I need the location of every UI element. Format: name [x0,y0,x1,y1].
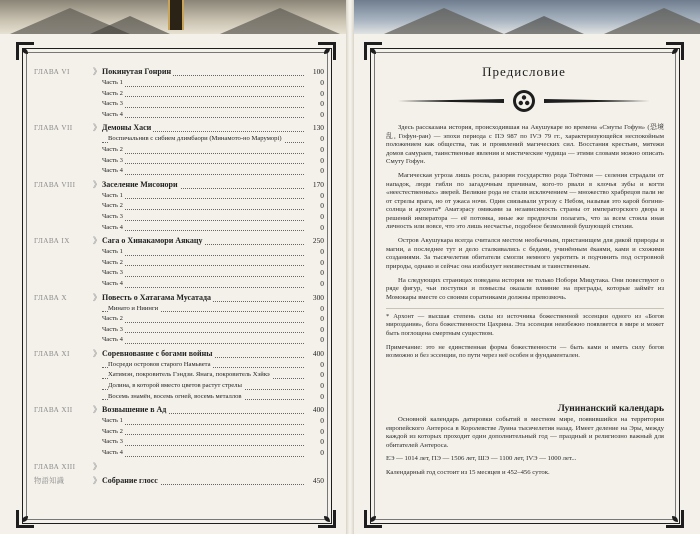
toc-part-row[interactable] [34,110,324,121]
calendar-year: Календарный год состоит из 15 месяцев и 452–456 суток. [386,468,550,476]
toc-entry-title: Часть 4 [102,166,125,177]
chapter-bracket-icon: 》 [93,405,101,415]
red-seal-stamp [168,0,184,30]
chapter-number: ГЛАВА IX [34,237,70,246]
toc-chapter-row[interactable] [34,461,324,473]
ornament-corner-icon [362,508,384,530]
toc-page-number: 0 [320,448,324,458]
dot-leader [102,86,304,87]
ornament-corner-icon [14,508,36,530]
dot-leader [102,424,304,425]
toc-page-number: 0 [320,99,324,109]
toc-page-number: 0 [320,335,324,345]
toc-part-row[interactable] [34,370,324,381]
toc-entry-title: Часть 2 [102,314,125,325]
toc-page-number: 0 [320,370,324,380]
toc-entry-title: Часть 1 [102,191,125,202]
toc-entry-title: Часть 2 [102,258,125,269]
footnote-archon: * Архонт — высшая степень силы из источника божественной эссенции одного из «Богов мироздания», бога божественности Цахрина. Эта эссенция неизбежно появляется в мире и может быть поглощена смертным существом. [386,312,664,337]
top-illustration-right [354,0,700,34]
preface-paragraph: Остров Акушукара всегда считался местом необычным, пристанищем для дикой природы и магии, а последнее тут и дело сталкивались с бедами, учинённым ёкаями, ками и схожими созданиями. За тысячелетия обитатели смогли немного укротить и подчинить под островной природы, однако и сейчас она изобилует неизвестным и таинственным. [386,237,664,270]
toc-page-number: 0 [320,88,324,98]
toc-page-number: 0 [320,134,324,144]
toc-page-number: 0 [320,426,324,436]
toc-chapter-row[interactable] [34,235,324,247]
dot-leader [102,230,304,231]
ornament-corner-icon [14,40,36,62]
chapter-number: ГЛАВА XI [34,349,70,358]
chapter-number: ГЛАВА X [34,293,67,302]
calendar-paragraph: Основной календарь датировки событий в местном мире, появившийся на территории европейского Антероса в Королевстве Луина тысячелетия назад. Имеет деление на Эры, между каждой из которых проходит один дополнительный год — праздный и религиозно важный для обитателей Антероса. [386,416,664,449]
chapter-bracket-icon: 》 [93,179,101,189]
toc-entry-title: Хатимэн, покровитель Гэндзи. Янага, покровитель Хэйкэ [108,370,272,381]
dot-leader [102,174,304,175]
toc-part-row[interactable] [34,99,324,110]
toc-entry-title: Собрание глосс [102,475,158,485]
toc-part-row[interactable] [34,191,324,202]
toc-entry-title: Возвышение в Ад [102,405,167,415]
calendar-body [386,416,664,482]
dot-leader [102,343,304,344]
toc-page-number: 0 [320,437,324,447]
toc-entry-title: Покинутая Гонрин [102,67,172,76]
toc-page-number: 0 [320,190,324,200]
toc-entry-title: Часть 2 [102,145,125,156]
toc-chapter-row[interactable] [34,292,324,304]
toc-page-number: 0 [320,144,324,154]
toc-page-number: 0 [320,359,324,369]
chapter-bracket-icon: 》 [93,475,101,485]
toc-page-number: 250 [312,236,324,246]
toc-part-row[interactable] [34,268,324,279]
toc-chapter-row[interactable] [34,404,324,416]
footnote-remark: Примечание: это не единственная форма божественности — быть ками и иметь силу богов возможно и без эссенции, по пути через неё особен и фундаментален. [386,343,664,359]
chapter-number: ГЛАВА VIII [34,180,76,189]
toc-part-row[interactable] [34,145,324,156]
calendar-title: Лунинанский календарь [557,404,664,414]
preface-body [386,124,664,366]
toc-entry-title: Посреди островов старого Намьвета [108,360,213,371]
toc-page-number: 0 [320,78,324,87]
toc-page-number: 0 [320,416,324,426]
toc-page-number: 170 [312,179,324,189]
dot-leader [102,209,304,210]
preface-title: Предисловие [482,64,566,79]
toc-entry-title: Часть 3 [102,268,125,279]
toc-part-row[interactable] [34,448,324,459]
toc-page-number: 400 [312,348,324,358]
toc-entry-title: Минато и Ниинги [108,304,160,315]
toc-part-row[interactable] [34,304,324,315]
toc-part-row[interactable] [34,279,324,290]
toc-page-number: 0 [320,155,324,165]
toc-part-row[interactable] [34,335,324,346]
toc-entry-title: Часть 3 [102,156,125,167]
toc-page-number: 450 [312,475,324,485]
toc-page-number: 0 [320,303,324,313]
toc-entry-title: Часть 1 [102,78,125,89]
preface-paragraph: Здесь рассказана история, происходившая на Акушукаре во времена «Смуты Гофун» (恐境乱, Гофун-ран) — эпохи периода с ПЭ 987 по IVЭ 79 гг., характеризующейся неспокойным положением как общества, так и проявлений магических сил. Восстания крестьян, мятежи домов самураев, таинственные явления и мистические чудища — этими словами можно описать Смуту Гофун. [386,124,664,165]
toc-page-number: 0 [320,109,324,119]
page-gutter [346,0,354,534]
dot-leader [102,107,304,108]
toc-part-row[interactable] [34,78,324,89]
toc-page-number: 130 [312,123,324,133]
toc-part-row[interactable] [34,201,324,212]
dot-leader [102,265,304,266]
toc-part-row[interactable] [34,360,324,371]
toc-part-row[interactable] [34,156,324,167]
toc-page-number: 0 [320,268,324,278]
toc-entry-title: Часть 3 [102,437,125,448]
dot-leader [102,153,304,154]
toc-chapter-row[interactable] [34,122,324,134]
toc-entry-title: Часть 4 [102,279,125,290]
dot-leader [102,255,304,256]
toc-part-row[interactable] [34,392,324,403]
toc-page-number: 0 [320,278,324,288]
toc-page-number: 400 [312,405,324,415]
ornament-corner-icon [316,40,338,62]
chapter-bracket-icon: 》 [93,292,101,302]
dot-leader [102,117,304,118]
calendar-eras: ЕЭ — 1014 лет, ПЭ — 1506 лет, ШЭ — 1100 лет, IVЭ — 1000 лет... [386,455,577,462]
dot-leader [102,456,304,457]
preface-paragraph: На следующих страницах поведана история не только Нобори Мицутака. Они повествуют о ряде фигур, чьи поступки и помыслы оказали влияние на преграды, которые займёт из Момокары вместе со своими соратниками должны превозмочь. [386,276,664,301]
toc-entry-title: Часть 4 [102,335,125,346]
chapter-number: ГЛАВА XIII [34,462,76,471]
toc-entry-title: Часть 1 [102,247,125,258]
preface-paragraph: Магическая угроза лишь росла, разоряя государство рода Тоётоми — селения страдали от нападок, люди гибли по загадочным причинам, кого-то рвали в клочья зубы и когти «неестественных» зверей. Великие рода не стали исключением — множество храбрецов пали не от стрелы врага, но от ужаса ночи. Один связывали угрозу с Небом, называя это карой богини-солнца и архонта* Аматэрасу омиками за независимость страны от императорского двора и решений императора — её потомка, иные же предпочли полагать, что за всем стояла иная личность или вовсе, что это лишь несчастье, подобное безмолвной бушующей стихии. [386,172,664,230]
dot-leader [102,322,304,323]
toc-entry-title: Часть 3 [102,99,125,110]
toc-page-number: 0 [320,166,324,176]
toc-page-number: 0 [320,314,324,324]
toc-entry-title: Долина, в которой вместо цветов растут стрелы [108,381,244,392]
toc-entry-title: Часть 4 [102,110,125,121]
chapter-bracket-icon: 》 [93,67,101,76]
toc-chapter-row[interactable] [34,348,324,360]
toc-part-row[interactable] [34,134,324,145]
divider [386,308,664,309]
ornament-corner-icon [362,40,384,62]
toc-part-row[interactable] [34,223,324,234]
toc-part-row[interactable] [34,381,324,392]
chapter-bracket-icon: 》 [93,461,101,471]
toc-entry-title: Повесть о Хатагама Мусатада [102,292,212,302]
table-of-contents [34,66,324,487]
toc-part-row[interactable] [34,427,324,438]
chapter-number: ГЛАВА XII [34,406,73,415]
toc-chapter-row[interactable] [34,475,324,487]
dot-leader [102,445,304,446]
toc-part-row[interactable] [34,437,324,448]
toc-entry-title: Сага о Хинакамори Аякацу [102,236,203,246]
toc-entry-title: Часть 1 [102,416,125,427]
toc-page-number: 300 [312,292,324,302]
toc-entry-title: Демоны Хаси [102,123,152,133]
toc-entry-title: Часть 2 [102,201,125,212]
chapter-number: ГЛАВА VII [34,124,73,133]
toc-chapter-row[interactable] [34,66,324,78]
toc-page-number: 0 [320,247,324,257]
ornament-corner-icon [664,40,686,62]
toc-page-number: 0 [320,201,324,211]
ornament-corner-icon [664,508,686,530]
chapter-number: ГЛАВА VI [34,68,70,76]
chapter-bracket-icon: 》 [93,236,101,246]
toc-part-row[interactable] [34,325,324,336]
dot-leader [102,434,304,435]
toc-entry-title: Часть 4 [102,448,125,459]
top-illustration-left [0,0,346,34]
toc-entry-title: Воспичальнив с сибием длимбаори (Минамото-но Маруморі) [108,134,284,145]
toc-entry-title: Часть 4 [102,223,125,234]
tomoe-ornament [396,88,652,114]
toc-part-row[interactable] [34,89,324,100]
toc-part-row[interactable] [34,166,324,177]
chapter-number: 物語知識 [34,476,65,485]
dot-leader [102,198,304,199]
toc-entry-title: Восемь знамён, восемь огней, восемь металлов [108,392,244,403]
toc-page-number: 0 [320,211,324,221]
ornament-corner-icon [316,508,338,530]
toc-entry-title: Часть 2 [102,89,125,100]
dot-leader [102,276,304,277]
toc-page-number: 0 [320,257,324,267]
toc-page-number: 0 [320,324,324,334]
dot-leader [102,96,304,97]
toc-part-row[interactable] [34,416,324,427]
toc-page-number: 0 [320,391,324,401]
dot-leader [102,163,304,164]
toc-page-number: 0 [320,222,324,232]
toc-entry-title: Часть 3 [102,212,125,223]
toc-entry-title: Часть 2 [102,427,125,438]
chapter-bracket-icon: 》 [93,123,101,133]
toc-entry-title: Заселение Мисонори [102,179,178,189]
toc-part-row[interactable] [34,212,324,223]
toc-part-row[interactable] [34,247,324,258]
dot-leader [102,332,304,333]
toc-entry-title: Часть 3 [102,325,125,336]
dot-leader [102,287,304,288]
dot-leader [102,220,304,221]
toc-part-row[interactable] [34,314,324,325]
toc-chapter-row[interactable] [34,179,324,191]
toc-entry-title: Соревнование с богами войны [102,348,213,358]
toc-page-number: 0 [320,381,324,391]
toc-page-number: 100 [312,67,324,76]
chapter-bracket-icon: 》 [93,348,101,358]
toc-part-row[interactable] [34,258,324,269]
